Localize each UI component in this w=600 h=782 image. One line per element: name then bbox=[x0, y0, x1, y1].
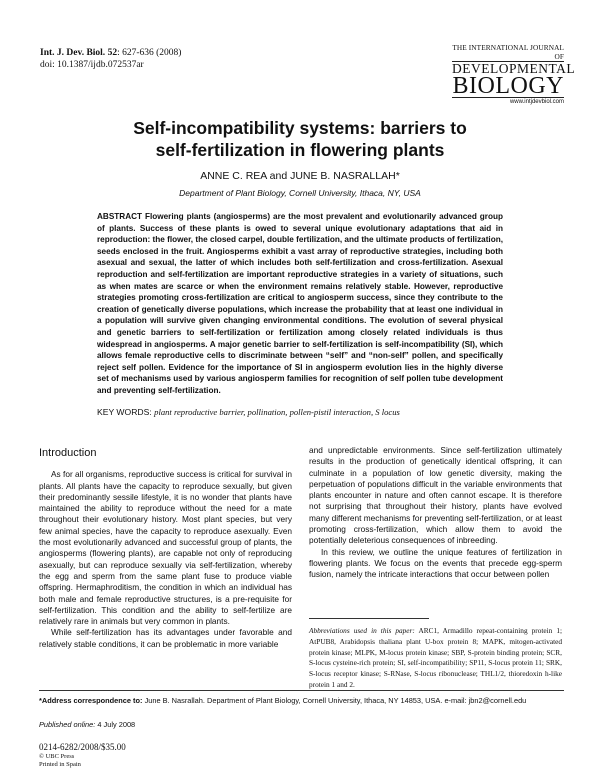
right-column bbox=[309, 445, 562, 581]
intro-paragraph-2: While self-fertilization has its advantages under favorable and relatively stable conditions, it can be problematic in more variable bbox=[39, 627, 292, 649]
keywords-text: plant reproductive barrier, pollination, pollen-pistil interaction, S locus bbox=[154, 407, 400, 417]
keywords-label: KEY WORDS: bbox=[97, 407, 152, 417]
logo-line-2: DEVELOPMENTAL bbox=[452, 61, 576, 76]
citation-block bbox=[40, 47, 181, 71]
footnote-divider bbox=[39, 690, 564, 691]
intro-paragraph-1: As for all organisms, reproductive success is critical for survival in plants. All plants have the capacity to reproduce sexually, but given their predominantly sessile lifestyle, it is no wonder that plants have maintained the ability to reproduce without the need for a mate throughout their evolutionary history. Most plant species, but very few animal species, have the capacity to reproduce asexually. Even the most evolutionarily advanced and successful group of plants, the angiosperms (flowering plants), are capable not only of reproducing asexually, but can reproduce sexually via self-fertilization, whereby the egg and sperm from the same plant fuse to produce viable offspring. Hermaphroditism, the condition in which an individual has both male and female reproductive structures, is a pre-requisite for self-fertilization. This condition and the ability to self-fertilize are relatively rare in animals but very common in plants. bbox=[39, 469, 292, 627]
abstract bbox=[97, 211, 503, 397]
logo-line-1: THE INTERNATIONAL JOURNAL OF bbox=[452, 43, 564, 61]
abbreviations-text: ARC1, Armadillo repeat-containing protein 1; AtPUB8, Arabidopsis thaliana plant U-box protein 8; MAPK, mitogen-activated protein kinase; MLPK, M-locus protein kinase; SBP, S-protein binding protein; SCR, S-locus cysteine-rich protein; SI, self-incompatibility; SP11, S-locus protein 11; SRK, S-locus receptor kinase; S-RNase, S-locus ribonuclease; THL1/2, thioredoxin h-like protein 1 and 2. bbox=[309, 626, 562, 689]
section-heading-introduction: Introduction bbox=[39, 447, 97, 459]
left-column bbox=[39, 448, 292, 650]
issn-price: 0214-6282/2008/$35.00 bbox=[39, 742, 126, 752]
article-title bbox=[40, 117, 560, 161]
published-label: Published online: bbox=[39, 720, 96, 729]
press-notice: © UBC Press bbox=[39, 753, 75, 760]
journal-volume: 52 bbox=[107, 48, 118, 58]
intro-paragraph-4: In this review, we outline the unique features of fertilization in flowering plants. We focus on the events that precede egg-sperm fusion, namely the intricate interactions that occur between pollen bbox=[309, 546, 562, 580]
abstract-label: ABSTRACT bbox=[97, 212, 143, 221]
correspondence-note bbox=[39, 696, 564, 706]
citation-line bbox=[40, 47, 181, 59]
printed-notice: Printed in Spain bbox=[39, 761, 81, 768]
correspondence-label: *Address correspondence to: bbox=[39, 696, 143, 705]
affiliation: Department of Plant Biology, Cornell University, Ithaca, NY, USA bbox=[179, 188, 421, 198]
published-online bbox=[39, 720, 135, 729]
title-line-1: Self-incompatibility systems: barriers to bbox=[133, 118, 467, 138]
journal-logo bbox=[452, 43, 576, 107]
abbreviations-divider bbox=[309, 618, 429, 619]
published-date: 4 July 2008 bbox=[97, 720, 136, 729]
page-footer bbox=[39, 742, 126, 769]
journal-pages: : 627-636 (2008) bbox=[117, 48, 182, 58]
abbreviations-note bbox=[309, 626, 562, 691]
abbreviations-label: Abbreviations used in this paper: bbox=[309, 626, 415, 635]
logo-line-3: BIOLOGY bbox=[452, 73, 564, 99]
doi[interactable]: doi: 10.1387/ijdb.072537ar bbox=[40, 60, 144, 70]
authors: ANNE C. REA and JUNE B. NASRALLAH* bbox=[200, 170, 400, 182]
title-line-2: self-fertilization in flowering plants bbox=[155, 140, 445, 160]
abstract-text: Flowering plants (angiosperms) are the most prevalent and evolutionarily advanced group of plants. Success of these plants is owed to several unique evolutionary adaptations that aid in reproduction: the flower, the closed carpel, double fertilization, and the ultimate products of fertilization, seeds enclosed in the fruit. Angiosperms exhibit a vast array of reproductive strategies, including both asexual and sexual, the latter of which includes both self-fertilization and cross-fertilization. Asexual reproduction and self-fertilization are important reproductive strategies in a variety of situations, such as when mates are scarce or when the environment remains relatively stable. However, reproductive strategies promoting cross-fertilization are critical to angiosperm success, since they contribute to the creation of genetically diverse populations, which increase the probability that at least one individual in a population will survive given changing environmental conditions. The evolution of several physical and genetic barriers to self-fertilization or fertilization among closely related individuals is thus widespread in angiosperms. A major genetic barrier to self-fertilization is self-incompatibility (SI), which allows female reproductive cells to discriminate between “self” and “non-self” pollen, and specifically reject self pollen. Evidence for the importance of SI in angiosperm evolution lies in the highly diverse set of mechanisms used by various angiosperm families for recognition of self pollen tube development and preventing self-fertilization. bbox=[97, 212, 503, 395]
journal-url[interactable]: www.intjdevbiol.com bbox=[509, 99, 564, 105]
keywords bbox=[97, 407, 503, 417]
correspondence-text: June B. Nasrallah. Department of Plant Biology, Cornell University, Ithaca, NY 14853, USA. e-mail: jbn2@cornell.edu bbox=[144, 696, 527, 705]
journal-name: Int. J. Dev. Biol. bbox=[40, 48, 106, 58]
intro-paragraph-3: and unpredictable environments. Since self-fertilization ultimately results in the production of genetically identical offspring, it can culminate in a population of low genetic diversity, making the perpetuation of populations difficult in the variable environments that plants encounter in nature and often cannot escape. It is therefore not surprising that throughout their history, plants have evolved many different mechanisms for preventing self-fertilization, or at least promoting cross-fertilization, which allow them to avoid the potentially deleterious consequences of inbreeding. bbox=[309, 445, 563, 546]
